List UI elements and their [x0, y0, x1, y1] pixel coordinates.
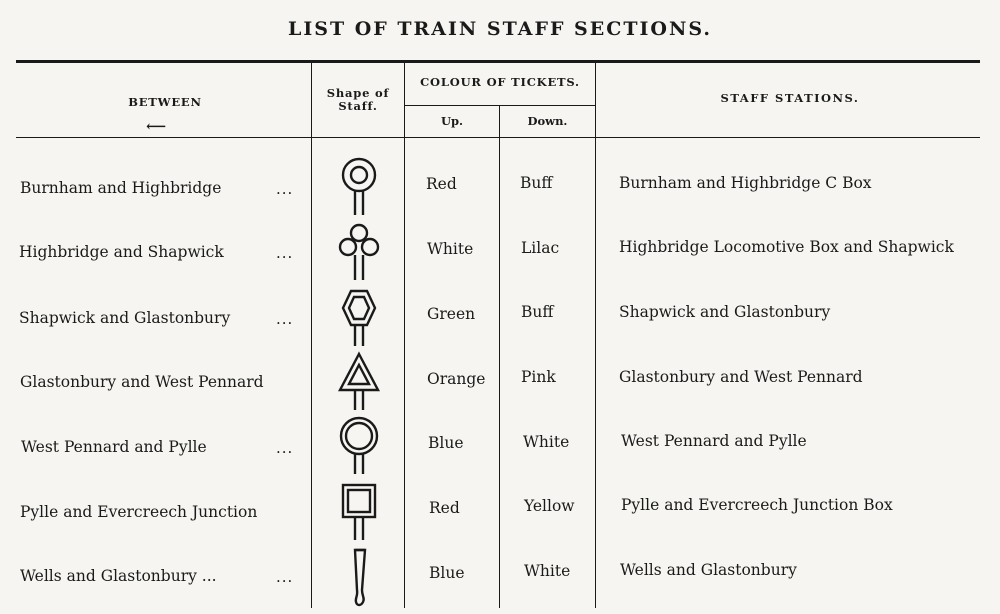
- leader-dots: ...: [276, 180, 294, 198]
- header-down: Down.: [527, 114, 568, 128]
- down-ticket-colour: Yellow: [524, 497, 575, 515]
- staff-stations-cell: Glastonbury and West Pennard: [619, 368, 863, 386]
- staff-stations-cell: West Pennard and Pylle: [621, 432, 807, 450]
- leader-dots: ...: [276, 439, 294, 457]
- col-divider-3: [499, 106, 500, 608]
- up-ticket-colour: White: [427, 240, 474, 258]
- staff-triangle-icon: [336, 350, 382, 414]
- col-divider-1: [311, 62, 312, 608]
- leader-dots: ...: [276, 310, 294, 328]
- staff-square-icon: [336, 480, 382, 544]
- down-ticket-colour: Pink: [521, 368, 556, 386]
- staff-stations-cell: Burnham and Highbridge C Box: [619, 174, 872, 192]
- staff-stations-cell: Shapwick and Glastonbury: [619, 303, 831, 321]
- header-stations: STAFF STATIONS.: [720, 91, 860, 105]
- staff-plain-icon: [336, 546, 382, 610]
- between-cell: Pylle and Evercreech Junction: [20, 503, 258, 521]
- header-up: Up.: [440, 114, 464, 128]
- staff-stations-cell: Pylle and Evercreech Junction Box: [621, 496, 893, 514]
- up-ticket-colour: Red: [426, 175, 457, 193]
- arrow-icon: ⟵: [146, 119, 167, 135]
- header-between: BETWEEN: [128, 95, 202, 109]
- page-title: LIST OF TRAIN STAFF SECTIONS.: [287, 18, 712, 40]
- between-cell: Shapwick and Glastonbury: [19, 309, 231, 327]
- up-ticket-colour: Blue: [429, 564, 465, 582]
- between-cell: West Pennard and Pylle: [21, 438, 207, 456]
- staff-ring-icon: [336, 155, 382, 219]
- down-ticket-colour: White: [523, 433, 570, 451]
- between-cell: Burnham and Highbridge: [20, 179, 222, 197]
- between-cell: Highbridge and Shapwick: [19, 243, 224, 261]
- staff-stations-cell: Wells and Glastonbury: [620, 561, 797, 579]
- staff-round-icon: [336, 414, 382, 478]
- leader-dots: ...: [276, 568, 294, 586]
- down-ticket-colour: Buff: [521, 303, 554, 321]
- top-rule: [16, 60, 980, 63]
- up-ticket-colour: Blue: [428, 434, 464, 452]
- up-ticket-colour: Orange: [427, 370, 486, 388]
- staff-stations-cell: Highbridge Locomotive Box and Shapwick: [619, 238, 954, 256]
- header-shape: Shape of Staff.: [326, 86, 390, 113]
- down-ticket-colour: Lilac: [521, 239, 560, 257]
- header-colour: COLOUR OF TICKETS.: [420, 75, 580, 89]
- down-ticket-colour: White: [524, 562, 571, 580]
- staff-club-icon: [336, 220, 382, 284]
- colour-subrule: [405, 105, 595, 106]
- col-divider-2: [404, 62, 405, 608]
- leader-dots: ...: [276, 244, 294, 262]
- up-ticket-colour: Green: [427, 305, 476, 323]
- header-bottom-rule: [16, 137, 980, 138]
- up-ticket-colour: Red: [429, 499, 460, 517]
- staff-hexagon-icon: [336, 286, 382, 350]
- col-divider-4: [595, 62, 596, 608]
- between-cell: Glastonbury and West Pennard: [20, 373, 264, 391]
- between-cell: Wells and Glastonbury ...: [20, 567, 217, 585]
- down-ticket-colour: Buff: [520, 174, 553, 192]
